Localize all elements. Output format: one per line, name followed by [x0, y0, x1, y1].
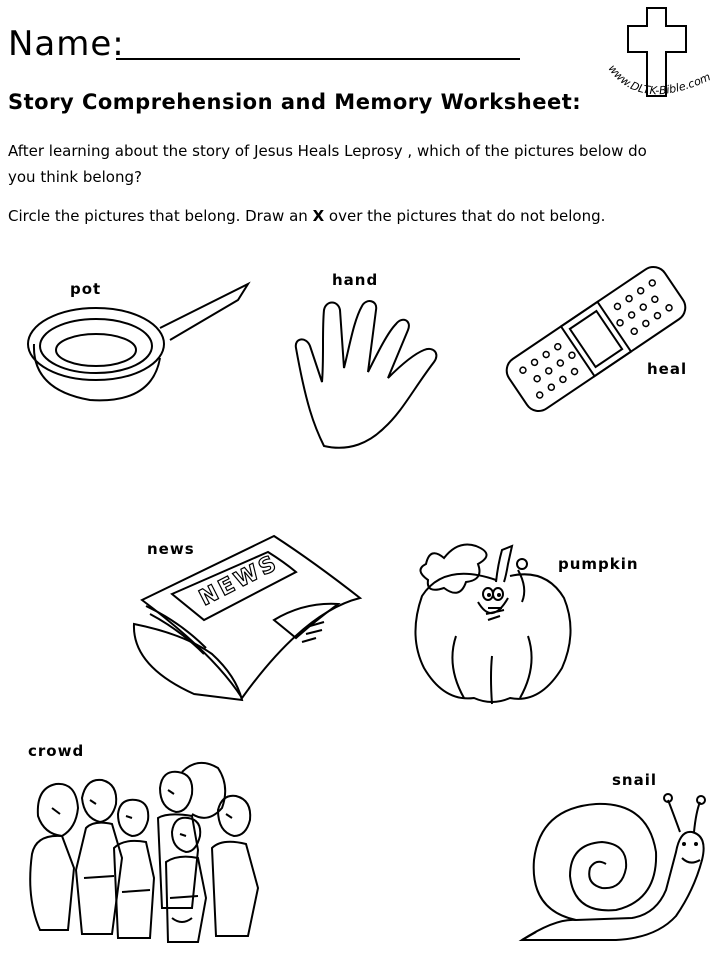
cross-logo	[600, 4, 720, 116]
crowd-label: crowd	[28, 742, 85, 760]
pumpkin-label: pumpkin	[558, 555, 639, 573]
newspaper-headline: NEWS	[195, 550, 283, 612]
news-label: news	[147, 540, 195, 558]
snail-icon[interactable]	[516, 780, 712, 950]
intro-suffix: , which of the pictures below do you think belong?	[8, 142, 647, 186]
instr-prefix: Circle the pictures that belong. Draw an	[8, 207, 313, 225]
instructions-text	[8, 204, 708, 228]
instr-suffix: over the pictures that do not belong.	[324, 207, 606, 225]
intro-prefix: After learning about the story of	[8, 142, 255, 160]
name-label: Name:	[8, 24, 125, 64]
crowd-icon[interactable]	[22, 758, 266, 948]
hand-icon[interactable]	[284, 296, 464, 456]
pumpkin-icon[interactable]	[404, 536, 580, 708]
svg-text:www.DLTK-Bible.com	[606, 62, 713, 97]
worksheet-title: Story Comprehension and Memory Worksheet:	[8, 90, 582, 114]
name-write-line[interactable]	[116, 58, 520, 60]
snail-label: snail	[612, 771, 658, 789]
pot-icon[interactable]	[20, 276, 260, 416]
bandage-icon[interactable]	[498, 254, 694, 424]
heal-label: heal	[647, 360, 688, 378]
hand-label: hand	[332, 271, 379, 289]
pot-label: pot	[70, 280, 102, 298]
story-name: Jesus Heals Leprosy	[254, 142, 403, 160]
newspaper-icon[interactable]	[124, 526, 374, 706]
site-url-text: www.DLTK-Bible.com	[605, 62, 713, 98]
instr-x: X	[312, 207, 325, 225]
intro-text	[8, 138, 668, 190]
